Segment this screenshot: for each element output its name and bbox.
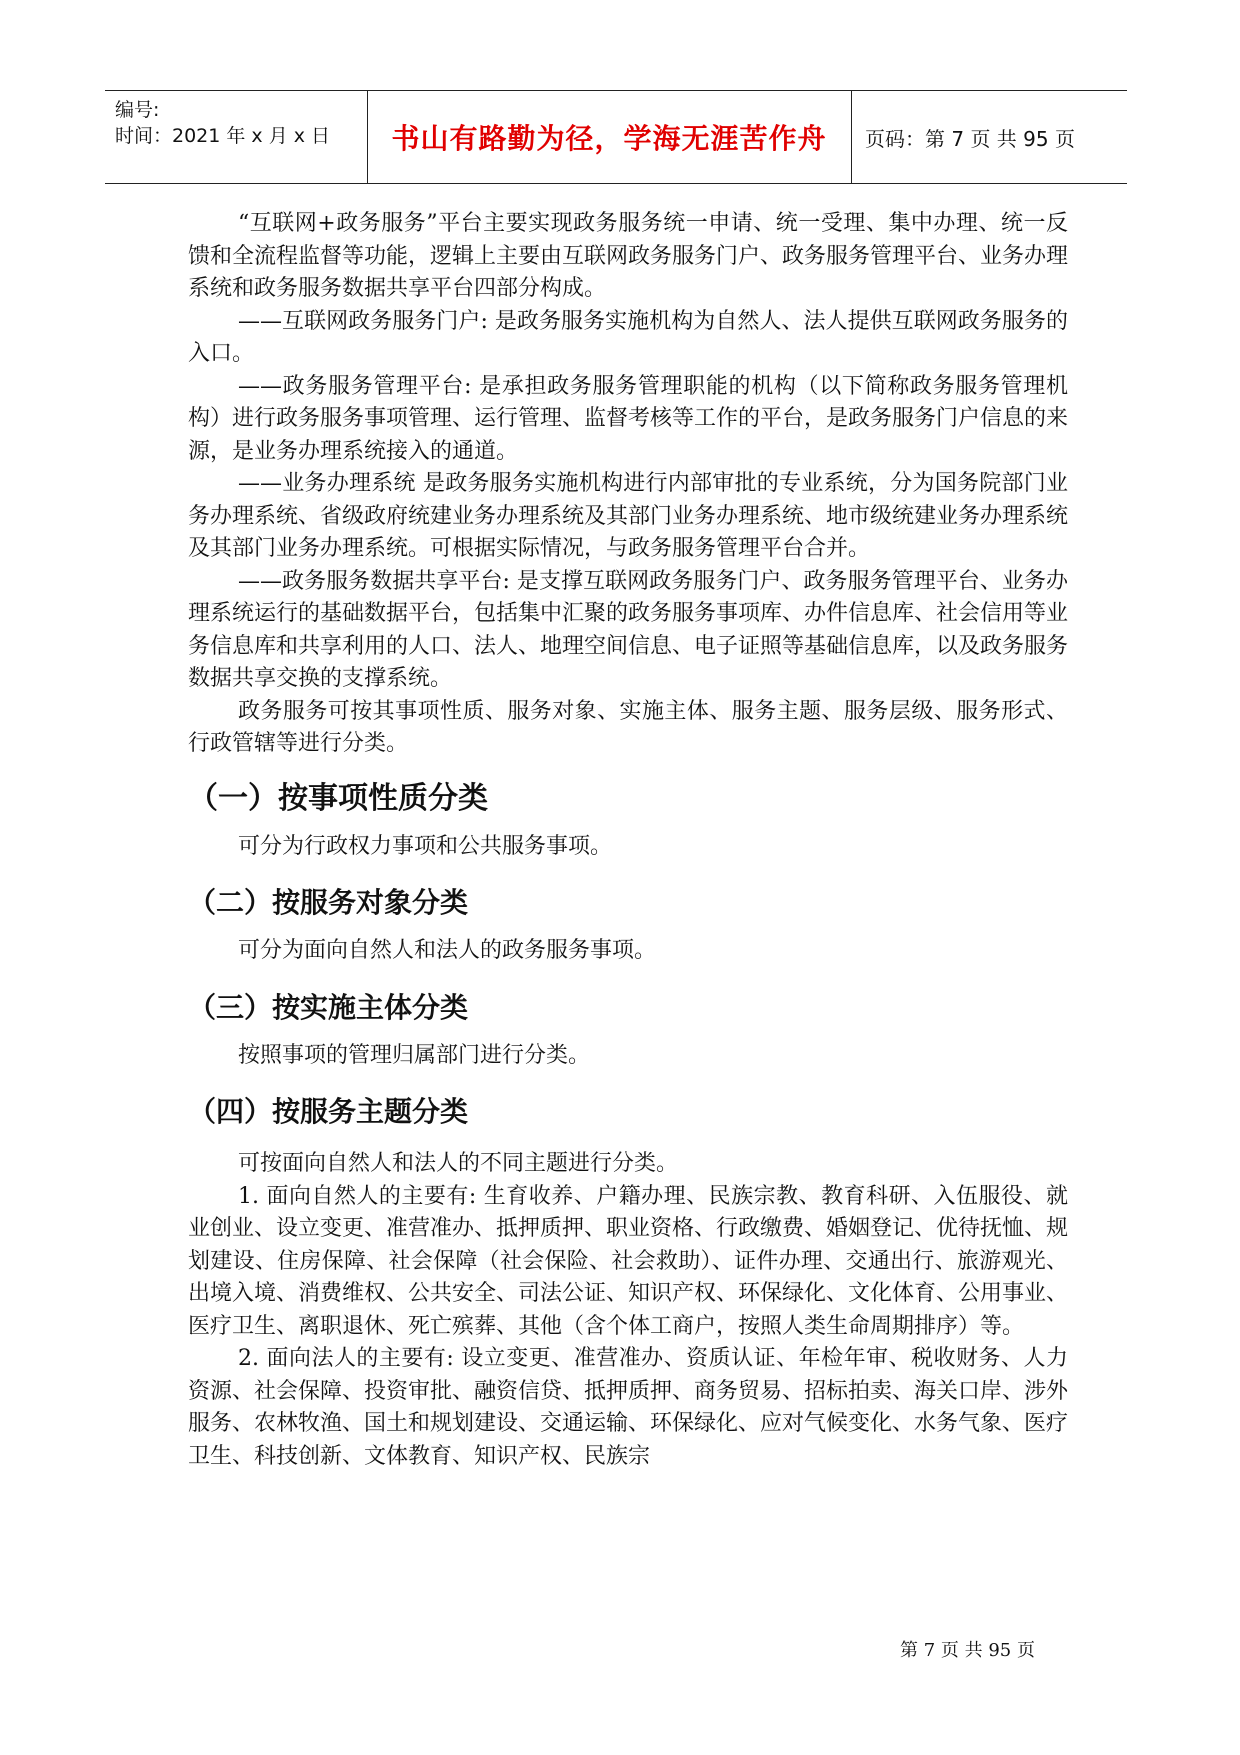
number-label: 编号: bbox=[115, 99, 160, 121]
section-heading-2: （二）按服务对象分类 bbox=[188, 886, 469, 919]
section-heading-1: （一）按事项性质分类 bbox=[188, 780, 488, 816]
section-heading-3: （三）按实施主体分类 bbox=[188, 990, 469, 1024]
paragraph-section-2: 可分为面向自然人和法人的政务服务事项。 bbox=[238, 938, 657, 963]
page-header bbox=[105, 90, 1127, 184]
header-meta bbox=[115, 91, 373, 183]
paragraph-portal: ——互联网政务服务门户: 是政务服务实施机构为自然人、法人提供互联网政务服务的入口。 bbox=[188, 308, 1068, 366]
paragraph-legal-person-topics: 2. 面向法人的主要有: 设立变更、准营准办、资质认证、年检年审、税收财务、人力资源、社会保障、投资审批、融资信贷、抵押质押、商务贸易、招标拍卖、海关口岸、涉外服务、农林牧渔、国土和规划建设、交通运输、环保绿化、应对气候变化、水务气象、医疗卫生、科技创新、文体教育、知识产权、民族宗 bbox=[188, 1346, 1069, 1469]
paragraph-section-3: 按照事项的管理归属部门进行分类。 bbox=[238, 1042, 591, 1068]
header-motto: 书山有路勤为径，学海无涯苦作舟 bbox=[391, 122, 827, 155]
document-body bbox=[188, 208, 1068, 1473]
paragraph-natural-person-topics: 1. 面向自然人的主要有: 生育收养、户籍办理、民族宗教、教育科研、入伍服役、就业创业、设立变更、准营准办、抵押质押、职业资格、行政缴费、婚姻登记、优待抚恤、规划建设、住房保障、社会保障（社会保险、社会救助）、证件办理、交通出行、旅游观光、出境入境、消费维权、公共安全、司法公证、知识产权、环保绿化、文化体育、公用事业、医疗卫生、离职退休、死亡殡葬、其他（含个体工商户，按照人类生命周期排序）等。 bbox=[188, 1183, 1069, 1339]
section-heading-4: （四）按服务主题分类 bbox=[188, 1095, 469, 1128]
header-page-number: 页码：第 7 页 共 95 页 bbox=[865, 126, 1075, 151]
footer-page-number: 第 7 页 共 95 页 bbox=[900, 1640, 1035, 1661]
paragraph-management-platform: ——政务服务管理平台: 是承担政务服务管理职能的机构（以下简称政务服务管理机构）进行政务服务事项管理、运行管理、监督考核等工作的平台，是政务服务门户信息的来源，是业务办理系统接入的通道。 bbox=[188, 373, 1069, 464]
paragraph-intro: “互联网+政务服务”平台主要实现政务服务统一申请、统一受理、集中办理、统一反馈和全流程监督等功能，逻辑上主要由互联网政务服务门户、政务服务管理平台、业务办理系统和政务服务数据共享平台四部分构成。 bbox=[188, 211, 1069, 301]
paragraph-data-sharing: ——政务服务数据共享平台: 是支撑互联网政务服务门户、政务服务管理平台、业务办理系统运行的基础数据平台，包括集中汇聚的政务服务事项库、办件信息库、社会信用等业务信息库和共享利用的人口、法人、地理空间信息、电子证照等基础信息库，以及政务服务数据共享交换的支撑系统。 bbox=[188, 568, 1069, 691]
paragraph-business-system: ——业务办理系统 是政务服务实施机构进行内部审批的专业系统，分为国务院部门业务办理系统、省级政府统建业务办理系统及其部门业务办理系统、地市级统建业务办理系统及其部门业务办理系统。可根据实际情况，与政务服务管理平台合并。 bbox=[188, 471, 1069, 561]
time-label: 时间：2021 年 x 月 x 日 bbox=[115, 125, 331, 147]
header-divider bbox=[851, 91, 852, 183]
paragraph-classification: 政务服务可按其事项性质、服务对象、实施主体、服务主题、服务层级、服务形式、行政管辖等进行分类。 bbox=[188, 698, 1068, 756]
paragraph-section-1: 可分为行政权力事项和公共服务事项。 bbox=[238, 833, 613, 859]
paragraph-section-4: 可按面向自然人和法人的不同主题进行分类。 bbox=[238, 1151, 679, 1176]
